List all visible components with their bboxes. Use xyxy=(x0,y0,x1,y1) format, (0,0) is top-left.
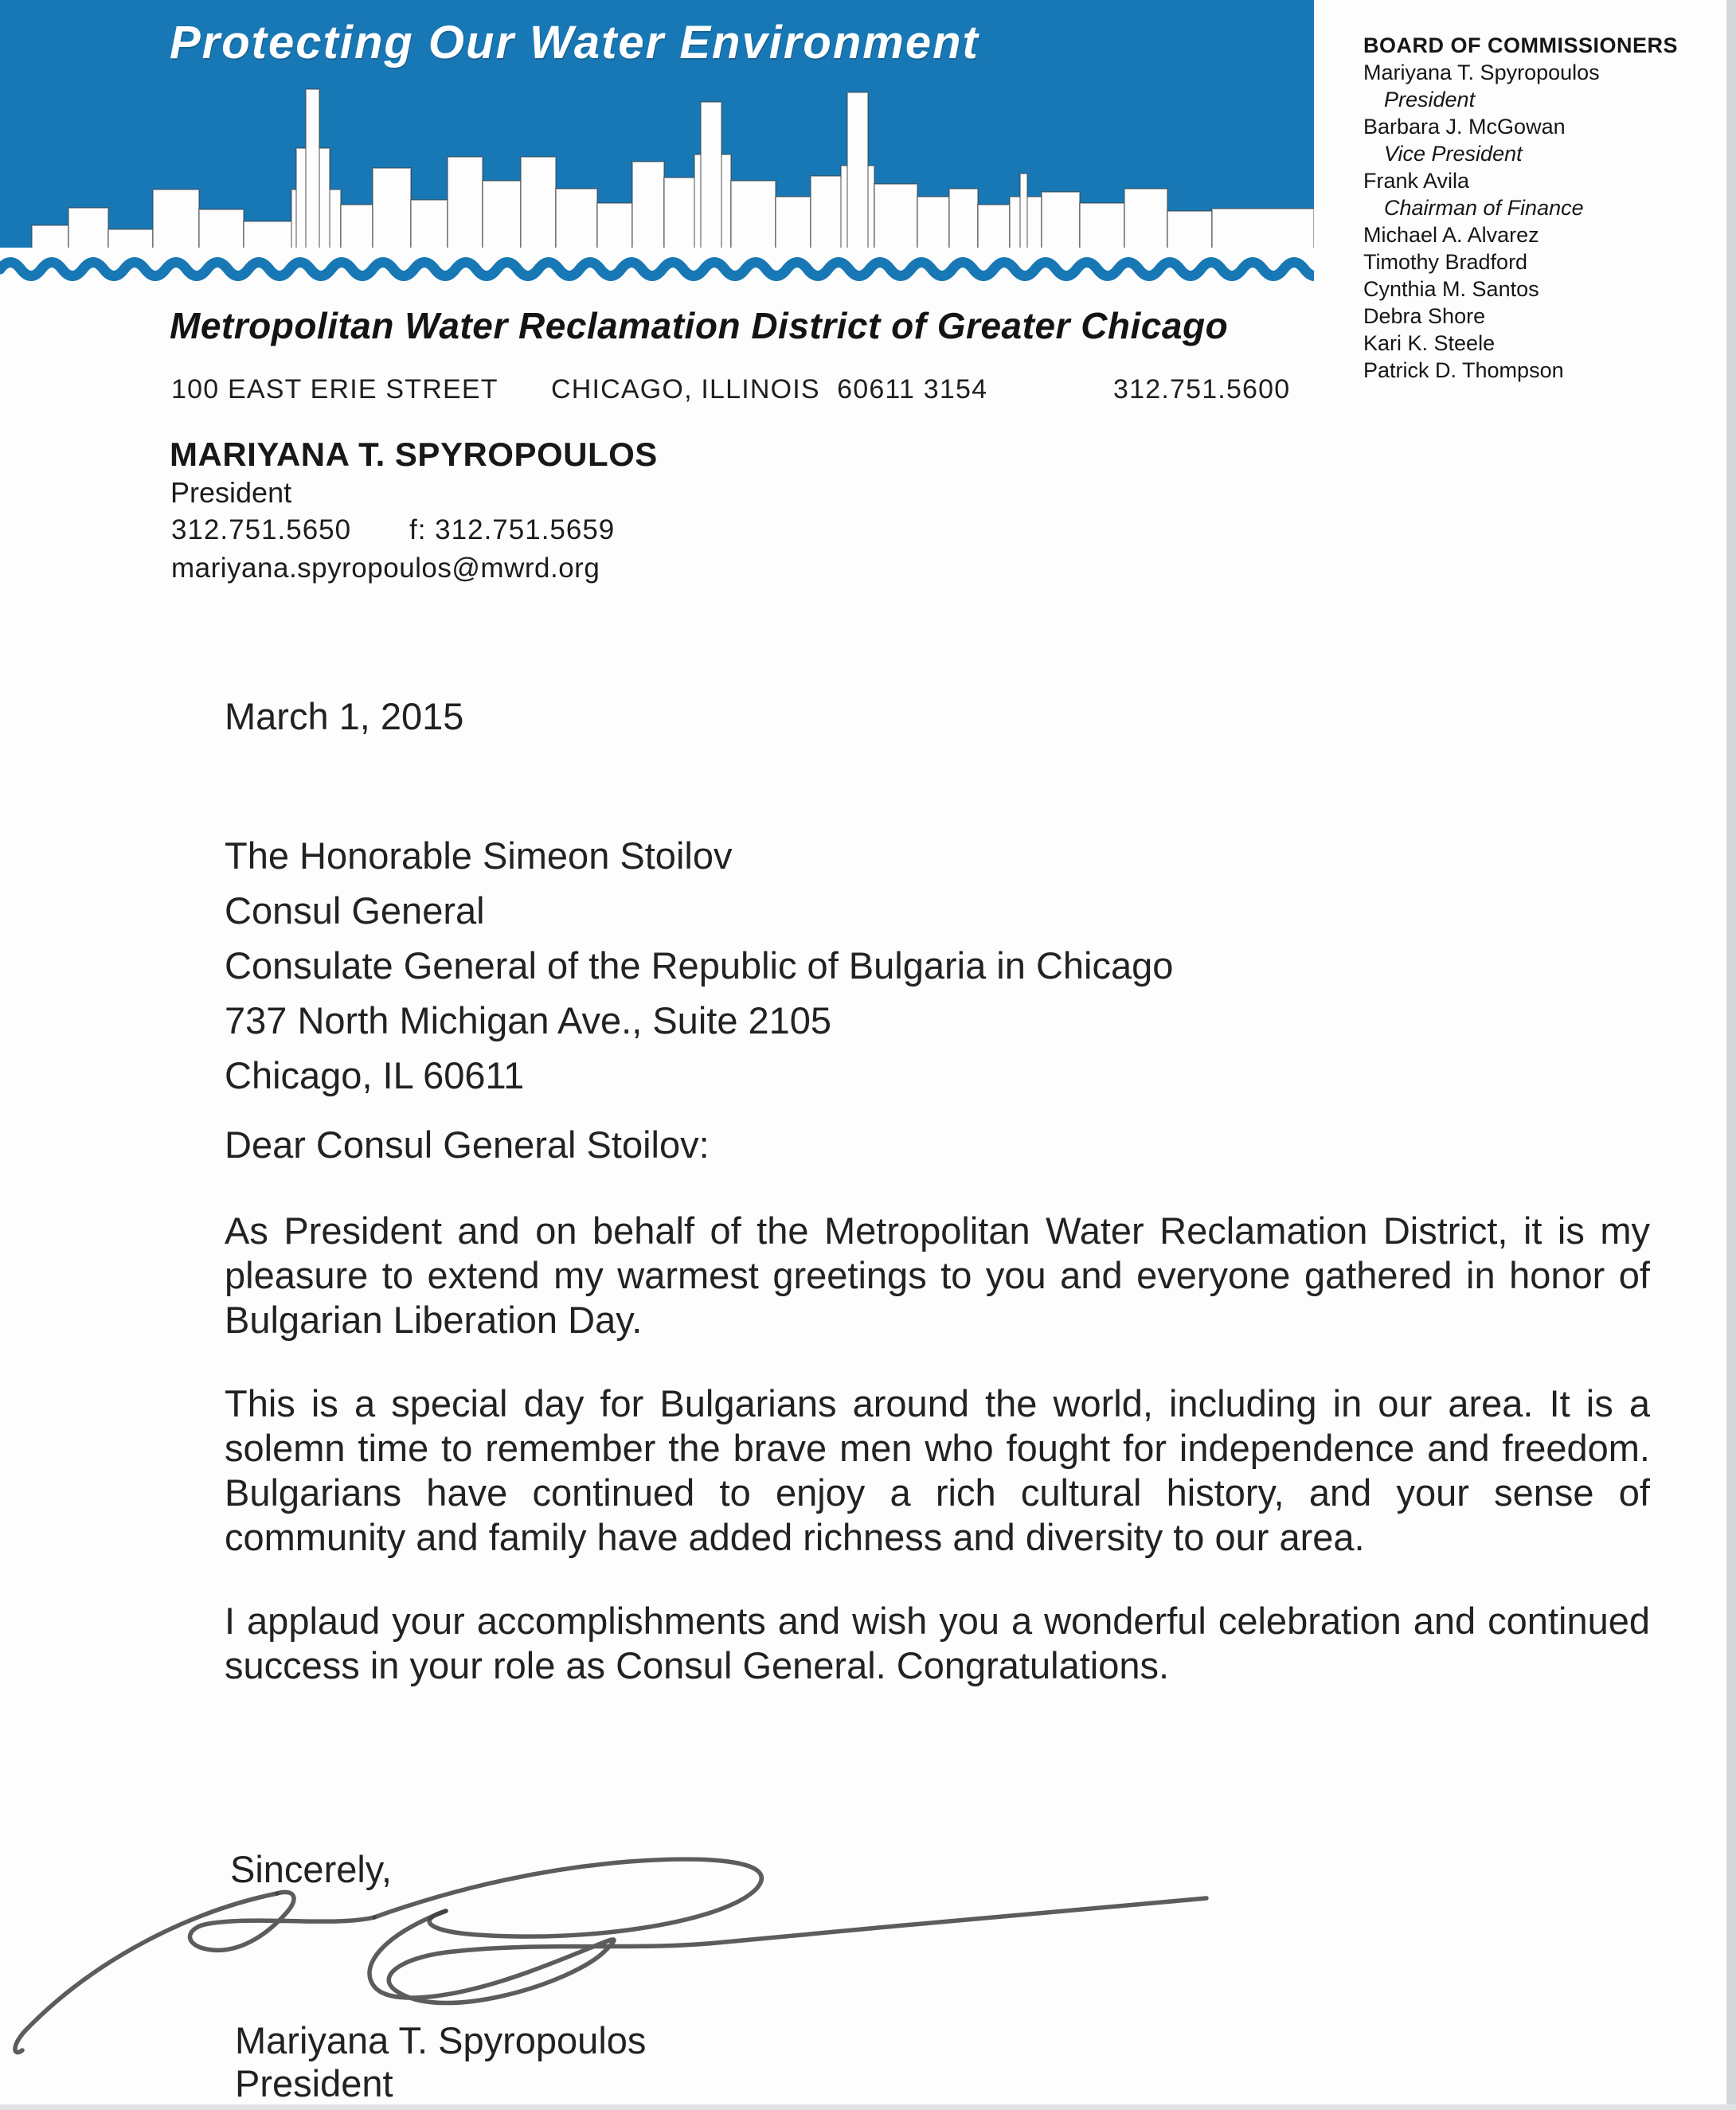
org-street: 100 EAST ERIE STREET xyxy=(171,374,499,404)
letter-body xyxy=(225,1209,1650,1688)
board-member-role: Chairman of Finance xyxy=(1384,196,1584,220)
sender-phone: 312.751.5650 xyxy=(171,514,352,545)
recipient-address-block xyxy=(225,828,1173,1103)
signature-stroke xyxy=(369,1898,1206,2003)
board-member-role: President xyxy=(1384,88,1476,111)
board-member-name: Michael A. Alvarez xyxy=(1363,223,1539,247)
signature-stroke xyxy=(190,1892,374,1950)
recipient-line: Consulate General of the Republic of Bulgaria in Chicago xyxy=(225,944,1174,987)
org-phone: 312.751.5600 xyxy=(1113,374,1291,404)
board-member-list xyxy=(1363,59,1730,384)
board-member-name: Cynthia M. Santos xyxy=(1363,277,1539,301)
org-city: CHICAGO, ILLINOIS 60611 3154 xyxy=(551,374,988,404)
sender-fax: f: 312.751.5659 xyxy=(409,514,616,545)
board-member-name: Frank Avila xyxy=(1363,169,1470,193)
board-member-name: Timothy Bradford xyxy=(1363,250,1528,274)
signature-block xyxy=(235,2019,646,2105)
board-member-name: Patrick D. Thompson xyxy=(1363,358,1564,382)
board-heading: BOARD OF COMMISSIONERS xyxy=(1363,33,1679,57)
paragraph: I applaud your accomplishments and wish you a wonderful celebration and continued success in your role as Consul General. Congratulations. xyxy=(225,1600,1650,1686)
recipient-line: Chicago, IL 60611 xyxy=(225,1054,525,1096)
org-name: Metropolitan Water Reclamation District of Greater Chicago xyxy=(170,305,1229,346)
recipient-line: 737 North Michigan Ave., Suite 2105 xyxy=(225,999,832,1041)
scan-edge xyxy=(1726,0,1736,2110)
board-member-name: Kari K. Steele xyxy=(1363,331,1496,355)
recipient-line: The Honorable Simeon Stoilov xyxy=(225,834,733,877)
closing: Sincerely, xyxy=(230,1848,392,1890)
sender-email: mariyana.spyropoulos@mwrd.org xyxy=(171,553,600,584)
paragraph: This is a special day for Bulgarians around the world, including in our area. It is a solemn time to remember the brave men who fought for independence and freedom. Bulgarians have continued to enjoy a rich cultural history, and your sense of community and family have added richness and diversity to our area. xyxy=(225,1382,1650,1558)
banner-tagline: Protecting Our Water Environment xyxy=(170,17,979,68)
letter-date: March 1, 2015 xyxy=(225,695,464,737)
water-wave xyxy=(0,263,1314,276)
sender-name: MARIYANA T. SPYROPOULOS xyxy=(170,436,658,473)
recipient-line: Consul General xyxy=(225,889,485,932)
board-member-name: Barbara J. McGowan xyxy=(1363,115,1566,139)
scan-edge xyxy=(0,2104,1736,2110)
sender-title: President xyxy=(170,476,292,509)
handwritten-signature xyxy=(0,1815,1394,2110)
board-of-commissioners xyxy=(1363,32,1730,384)
signer-name: Mariyana T. Spyropoulos xyxy=(235,2019,647,2061)
skyline-baseline-mask xyxy=(0,248,1314,256)
salutation: Dear Consul General Stoilov: xyxy=(225,1123,710,1166)
board-member-role: Vice President xyxy=(1384,142,1523,166)
board-member-name: Debra Shore xyxy=(1363,304,1486,328)
board-member-name: Mariyana T. Spyropoulos xyxy=(1363,61,1600,84)
signer-title: President xyxy=(235,2062,393,2104)
signature-stroke xyxy=(374,1859,761,1936)
paragraph: As President and on behalf of the Metropolitan Water Reclamation District, it is my pleasure to extend my warmest greetings to you and everyone gathered in honor of Bulgarian Liberation Day. xyxy=(225,1209,1650,1341)
